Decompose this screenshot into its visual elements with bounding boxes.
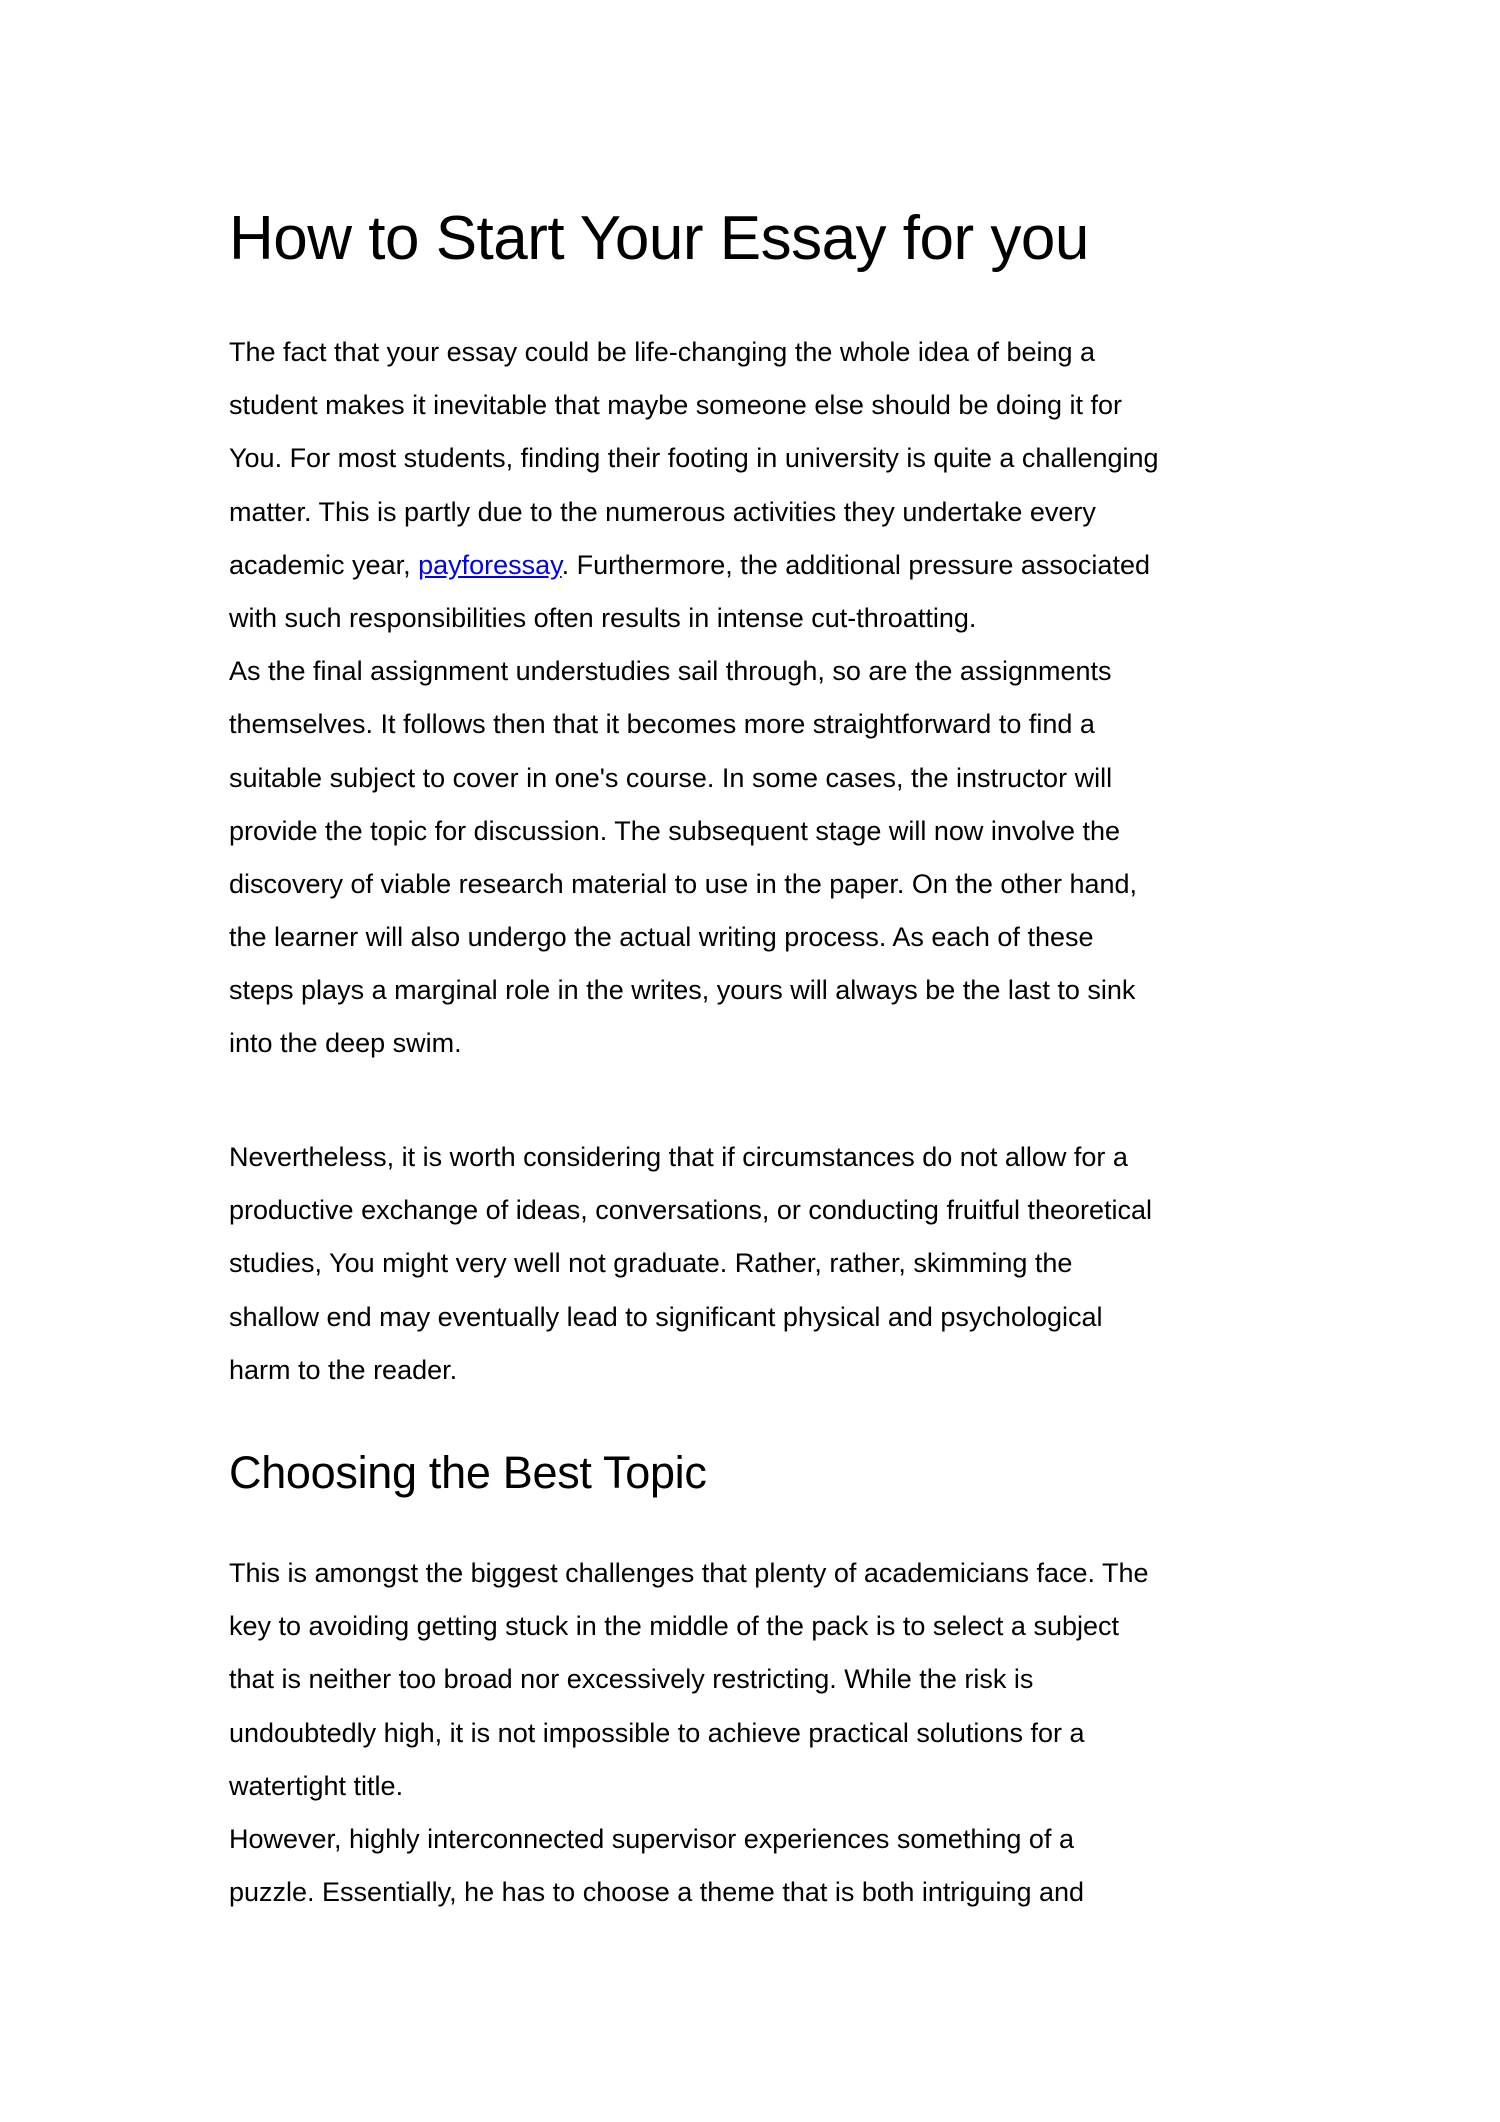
text-line: However, highly interconnected supervisor experiences something of a — [229, 1823, 1074, 1854]
payforessay-link[interactable]: payforessay — [418, 549, 562, 580]
text-line: studies, You might very well not graduate. Rather, rather, skimming the — [229, 1248, 1073, 1279]
paragraph-2 — [229, 1131, 1152, 1397]
text-line: harm to the reader. — [229, 1354, 458, 1385]
text-line: steps plays a marginal role in the writes, yours will always be the last to sink — [229, 975, 1136, 1006]
title-block — [229, 203, 1089, 275]
text-line: watertight title. — [229, 1770, 404, 1801]
text-line: suitable subject to cover in one's course. In some cases, the instructor will — [229, 762, 1113, 793]
intro-paragraph — [229, 326, 1159, 1071]
text-line: student makes it inevitable that maybe someone else should be doing it for — [229, 390, 1123, 421]
section-heading: Choosing the Best Topic — [229, 1447, 707, 1498]
text-span: . Furthermore, the additional pressure associated — [561, 549, 1150, 580]
text-line: This is amongst the biggest challenges that plenty of academicians face. The — [229, 1558, 1149, 1588]
text-line: with such responsibilities often results in intense cut-throatting. — [229, 602, 977, 633]
text-line: You. For most students, finding their footing in university is quite a challenging — [229, 443, 1159, 474]
text-line: provide the topic for discussion. The subsequent stage will now involve the — [229, 815, 1121, 846]
text-line: into the deep swim. — [229, 1028, 462, 1059]
page-title: How to Start Your Essay for you — [229, 204, 1089, 273]
text-line: matter. This is partly due to the numerous activities they undertake every — [229, 496, 1096, 527]
text-line: that is neither too broad nor excessively restricting. While the risk is — [229, 1664, 1034, 1695]
section-paragraph — [229, 1547, 1149, 1919]
text-line: key to avoiding getting stuck in the middle of the pack is to select a subject — [229, 1611, 1119, 1642]
text-line: As the final assignment understudies sail through, so are the assignments — [229, 656, 1112, 687]
text-line: The fact that your essay could be life-changing the whole idea of being a — [229, 337, 1096, 367]
text-line: undoubtedly high, it is not impossible to achieve practical solutions for a — [229, 1717, 1085, 1748]
text-span: academic year, — [229, 549, 419, 580]
text-line: shallow end may eventually lead to significant physical and psychological — [229, 1301, 1103, 1332]
section-heading-block — [229, 1445, 707, 1501]
text-line: themselves. It follows then that it becomes more straightforward to find a — [229, 709, 1095, 740]
text-line: puzzle. Essentially, he has to choose a theme that is both intriguing and — [229, 1877, 1085, 1908]
text-line: Nevertheless, it is worth considering that if circumstances do not allow for a — [229, 1142, 1128, 1172]
text-line: the learner will also undergo the actual writing process. As each of these — [229, 922, 1094, 953]
text-line — [229, 539, 1159, 592]
text-line: productive exchange of ideas, conversations, or conducting fruitful theoretical — [229, 1195, 1153, 1226]
text-line: discovery of viable research material to use in the paper. On the other hand, — [229, 868, 1138, 899]
